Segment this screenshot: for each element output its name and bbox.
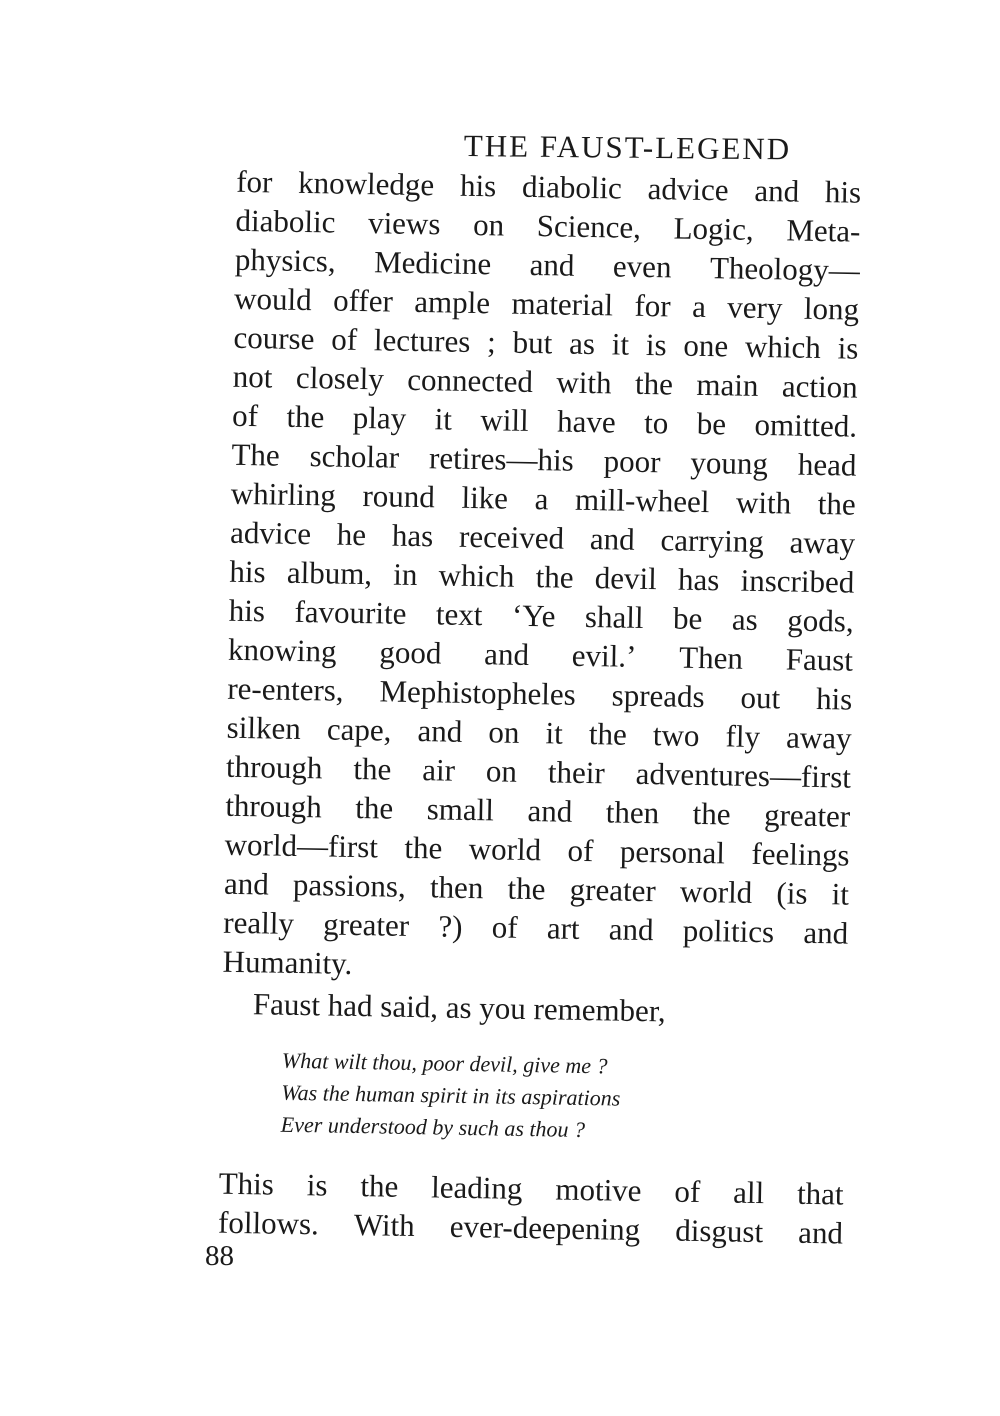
quotation-line: What wilt thou, poor devil, give me ? — [281, 1047, 608, 1079]
text-line: his favourite text ‘Ye shall be as gods, — [228, 592, 854, 639]
text-line: for knowledge his diabolic advice and his — [235, 163, 862, 210]
text-line: his album, in which the devil has inscribed — [229, 553, 855, 600]
text-line: really greater ?) of art and politics and — [223, 904, 849, 951]
text-line: whirling round like a mill-wheel with the — [230, 475, 857, 522]
text-line: would offer ample material for a very long — [233, 280, 860, 327]
text-line: Humanity. — [222, 943, 353, 981]
page-number: 88 — [205, 1240, 234, 1272]
text-line: re-enters, Mephistopheles spreads out his — [227, 670, 853, 717]
text-line: The scholar retires—his poor young head — [231, 436, 857, 483]
running-head: THE FAUST-LEGEND — [463, 128, 792, 167]
text-line: through the air on their adventures—first — [225, 748, 852, 795]
quotation-line: Was the human spirit in its aspirations — [281, 1079, 621, 1111]
text-line: follows. With ever-deepening disgust and — [217, 1204, 844, 1251]
quotation-line: Ever understood by such as thou ? — [280, 1111, 586, 1143]
text-line: Faust had said, as you remember, — [252, 986, 667, 1029]
text-line: diabolic views on Science, Logic, Meta- — [235, 202, 861, 249]
text-line: This is the leading motive of all that — [218, 1165, 844, 1212]
text-line: not closely connected with the main action — [232, 358, 859, 405]
text-line: course of lectures ; but as it is one which is — [233, 319, 859, 366]
text-line: of the play it will have to be omitted. — [231, 397, 858, 444]
text-line: physics, Medicine and even Theology— — [234, 241, 861, 288]
text-line: advice he has received and carrying away — [229, 514, 856, 561]
text-line: and passions, then the greater world (is it — [223, 865, 850, 912]
text-line: world—first the world of personal feelings — [224, 826, 850, 873]
text-line: knowing good and evil.’ Then Faust — [227, 631, 854, 678]
text-line: through the small and then the greater — [225, 787, 851, 834]
text-line: silken cape, and on it the two fly away — [226, 709, 852, 756]
